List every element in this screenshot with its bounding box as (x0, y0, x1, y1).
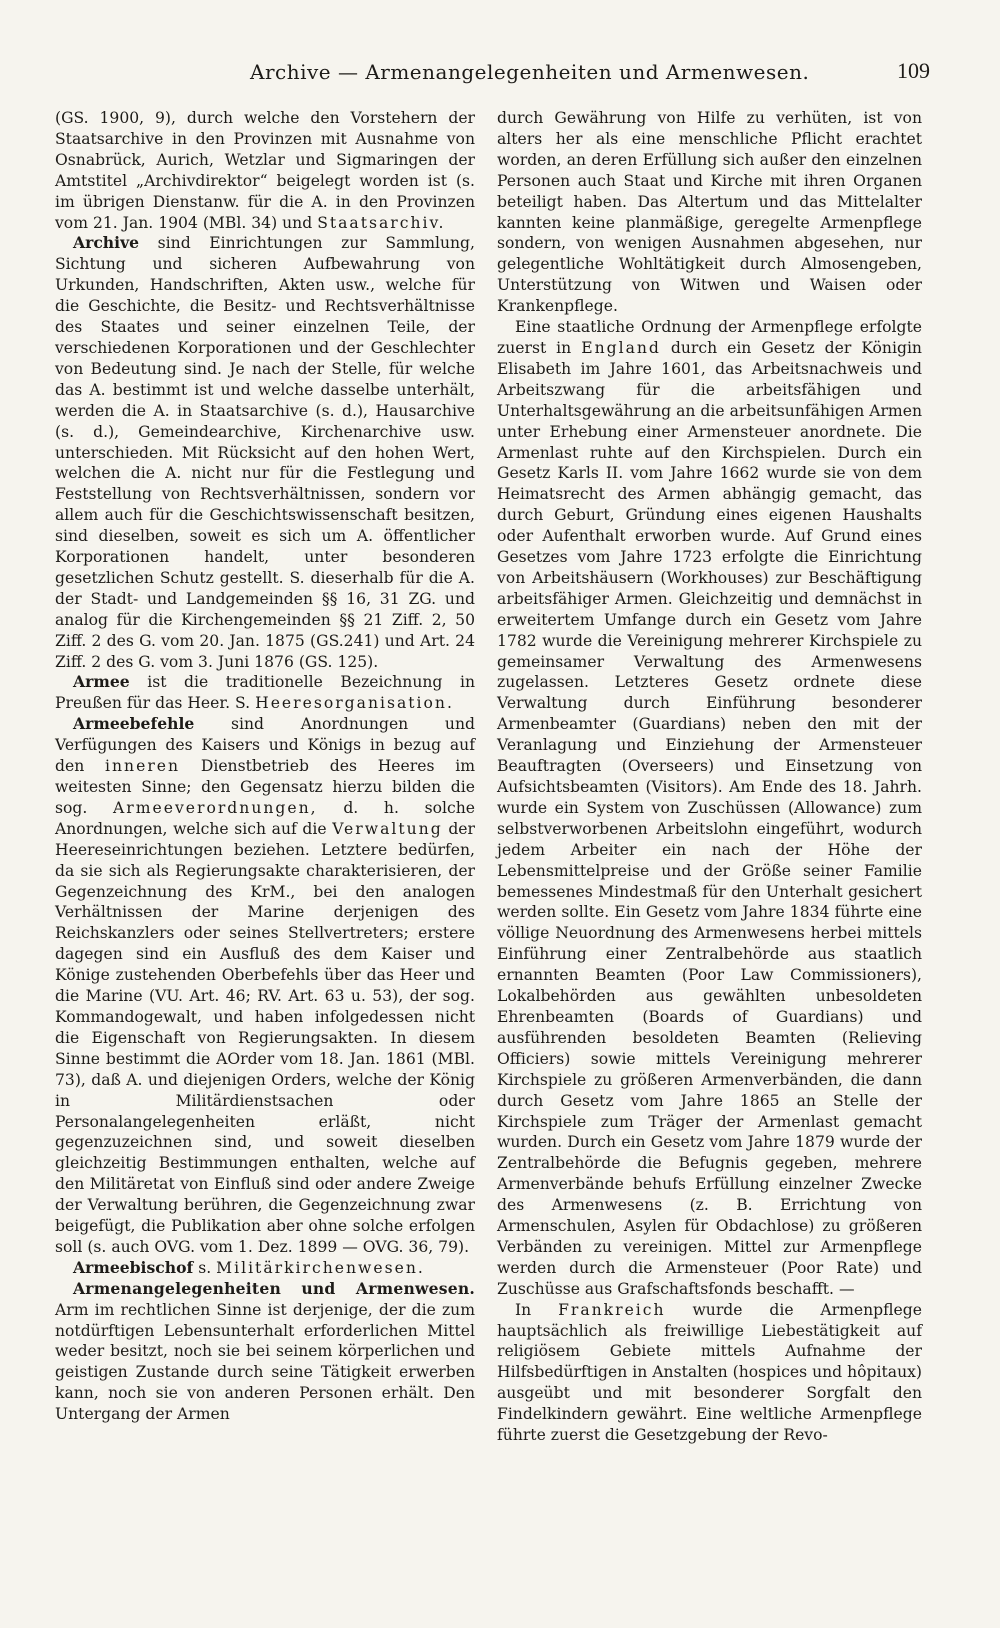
page-header (0, 58, 1000, 98)
cross-reference: Militärkirchenwesen. (216, 1258, 425, 1277)
paragraph-england (497, 317, 922, 1300)
cross-reference: Staatsarchiv. (317, 213, 446, 232)
paragraph-text: (GS. 1900, 9), durch welche den Vorstehern der Staatsarchive in den Provinzen mit Ausnahme von Osnabrück, Aurich, Wetzlar und Sigmaringen der Amtstitel „Archivdirektor“ beigelegt worden ist (s. im übrigen Dienstanw. für die A. in den Provinzen vom 21. Jan. 1904 (MBl. 34) und (55, 109, 475, 232)
emphasized-term: Armeeverordnungen, (113, 798, 318, 817)
entry-keyword: Armeebischof (73, 1257, 194, 1277)
paragraph-text: durch ein Gesetz der Königin Elisabeth im Jahre 1601, das Arbeitsnachweis und Arbeitszwang für die arbeitsfähigen und Unterhaltsgewährung an die arbeitsunfähigen Armen unter Erhebung einer Armensteuer anordnete. Die Armenlast ruhte auf den Kirchspielen. Durch ein Gesetz Karls II. vom Jahre 1662 wurde sie von dem Heimatsrecht des Armen abhängig gemacht, das durch Geburt, Gründung eines eigenen Haushalts oder Aufenthalt erworben wurde. Auf Grund eines Gesetzes vom Jahre 1723 erfolgte die Einrichtung von Arbeitshäusern (Workhouses) zur Beschäftigung arbeitsfähiger Armen. Gleichzeitig und demnächst in erweitertem Umfange durch ein Gesetz vom Jahre 1782 wurde die Vereinigung mehrerer Kirchspiele zu gemeinsamer Verwaltung des Armenwesens zugelassen. Letzteres Gesetz ordnete diese Verwaltung durch Einführung besonderer Armenbeamter (Guardians) neben den mit der Veranlagung und Einziehung der Armensteuer Beauftragten (Overseers) und Einsetzung von Aufsichtsbeamten (Visitors). Am Ende des 18. Jahrh. wurde ein System von Zuschüssen (Allowance) zum selbstverworbenen Arbeitslohn eingeführt, wodurch jedem Arbeiter ein nach der Höhe der Lebensmittelpreise und der Größe seiner Familie bemessenes Mindestmaß für den Unterhalt gesichert werden sollte. Ein Gesetz vom Jahre 1834 führte eine völlige Neuordnung des Armenwesens herbei mittels Einführung einer Zentralbehörde aus staatlich ernannten Beamten (Poor Law Commissioners), Lokalbehörden aus gewählten unbesoldeten Ehrenbeamten (Boards of Guardians) und ausführenden besoldeten Beamten (Relieving Officiers) sowie mittels Vereinigung mehrerer Kirchspiele zu größeren Armenverbänden, die dann durch Gesetz vom Jahre 1865 an Stelle der Kirchspiele zum Träger der Armenlast gemacht wurden. Durch ein Gesetz vom Jahre 1879 wurde der Zentralbehörde die Befugnis gegeben, mehrere Armenverbände behufs Erfüllung einzelner Zwecke des Armenwesens (z. B. Errichtung von Armenschulen, Asylen für Obdachlose) zu größeren Verbänden zu vereinigen. Mittel zur Armenpflege werden durch die Armensteuer (Poor Rate) und Zuschüsse aus Grafschaftsfonds beschafft. — (497, 338, 922, 1298)
entry-armee (55, 672, 475, 714)
paragraph-armenpflege-history (497, 108, 922, 317)
page-number: 109 (897, 58, 930, 83)
entry-archive (55, 233, 475, 672)
emphasized-term: Verwaltung (332, 819, 443, 838)
entry-armenangelegenheiten (55, 1279, 475, 1425)
right-column (497, 108, 922, 1446)
emphasized-term: England (581, 338, 661, 357)
entry-armeebefehle (55, 714, 475, 1258)
paragraph-text: Dienstbetrieb des Heeres im weitesten Sinne; den Gegensatz hierzu bilden die sog. (55, 757, 475, 817)
paragraph-text: ist die traditionelle Bezeichnung in Preußen für das Heer. S. (55, 673, 475, 713)
paragraph-text: Arm im rechtlichen Sinne ist derjenige, der die zum notdürftigen Lebensunterhalt erforderlichen Mittel weder besitzt, noch sie bei seinem körperlichen und geistigen Zustande durch seine Tätigkeit erwerben kann, noch sie von anderen Personen erhält. Den Untergang der Armen (55, 1300, 475, 1424)
paragraph-text: d. h. solche Anordnungen, welche sich auf die (55, 798, 475, 838)
paragraph-frankreich (497, 1300, 922, 1446)
entry-keyword: Armeebefehle (73, 714, 195, 734)
paragraph-text: der Heereseinrichtungen beziehen. Letztere bedürfen, da sie sich als Regierungsakte charakterisieren, der Gegenzeichnung des KrM., bei den analogen Verhältnissen der Marine derjenigen des Reichskanzlers oder seines Stellvertreters; erstere dagegen sind ein Ausfluß des dem Kaiser und Könige zustehenden Oberbefehls über das Heer und die Marine (VU. Art. 46; RV. Art. 63 u. 53), der sog. Kommandogewalt, und haben infolgedessen nicht die Eigenschaft von Regierungsakten. In diesem Sinne bestimmt die AOrder vom 18. Jan. 1861 (MBl. 73), daß A. und diejenigen Orders, welche der König in Militärdienstsachen oder Personalangelegenheiten erläßt, nicht gegenzuzeichnen sind, und soweit dieselben gleichzeitig Bestimmungen enthalten, welche auf den Militäretat von Einfluß sind oder andere Zweige der Verwaltung berühren, die Gegenzeichnung zwar beigefügt, die Publikation aber ohne solche erfolgen soll (s. auch OVG. vom 1. Dez. 1899 — OVG. 36, 79). (55, 819, 475, 1256)
running-head: Archive — Armenangelegenheiten und Armenwesen. (250, 60, 810, 84)
cross-reference: Heeresorganisation. (255, 694, 454, 713)
entry-keyword: Archive (73, 233, 140, 253)
entry-armeebischof (55, 1258, 475, 1279)
entry-keyword: Armee (73, 672, 130, 692)
paragraph-text: sind Einrichtungen zur Sammlung, Sichtung und sicheren Aufbewahrung von Urkunden, Handschriften, Akten usw., welche für die Geschichte, die Besitz- und Rechtsverhältnisse des Staates und seiner einzelnen Teile, der verschiedenen Korporationen und der Geschlechter von Bedeutung sind. Je nach der Stelle, für welche das A. bestimmt ist und welche dasselbe unterhält, werden die A. in Staatsarchive (s. d.), Hausarchive (s. d.), Gemeindearchive, Kirchenarchive usw. unterschieden. Mit Rücksicht auf den hohen Wert, welchen die A. nicht nur für die Festlegung und Feststellung von Rechtsverhältnissen, sondern vor allem auch für die Geschichtswissenschaft besitzen, sind dieselben, soweit es sich um A. öffentlicher Korporationen handelt, unter besonderen gesetzlichen Schutz gestellt. S. dieserhalb für die A. der Stadt- und Landgemeinden §§ 16, 31 ZG. und analog für die Kirchengemeinden §§ 21 Ziff. 2, 50 Ziff. 2 des G. vom 20. Jan. 1875 (GS.241) und Art. 24 Ziff. 2 des G. vom 3. Juni 1876 (GS. 125). (55, 234, 475, 671)
left-column (55, 108, 475, 1425)
paragraph-text: s. (198, 1258, 212, 1277)
paragraph-text: In (515, 1300, 532, 1319)
paragraph-text: wurde die Armenpflege hauptsächlich als freiwillige Liebestätigkeit auf religiösem Gebiete mittels Aufnahme der Hilfsbedürftigen in Anstalten (hospices und hôpitaux) ausgeübt und mit besonderer Sorgfalt den Findelkindern gewährt. Eine weltliche Armenpflege führte zuerst die Gesetzgebung der Revo- (497, 1300, 922, 1445)
paragraph-text: sind Anordnungen und Verfügungen des Kaisers und Königs in bezug auf den (55, 715, 475, 776)
paragraph-text: durch Gewährung von Hilfe zu verhüten, ist von alters her als eine menschliche Pflicht erachtet worden, an deren Erfüllung sich außer den einzelnen Personen auch Staat und Kirche mit ihren Organen beteiligt haben. Das Altertum und das Mittelalter kannten keine planmäßige, geregelte Armenpflege sondern, von wenigen Ausnahmen abgesehen, nur gelegentliche Wohltätigkeit durch Almosengeben, Unterstützung von Witwen und Waisen oder Krankenpflege. (497, 109, 922, 316)
paragraph-text: Eine staatliche Ordnung der Armenpflege erfolgte zuerst in (497, 318, 922, 357)
paragraph-staatsarchive-continued (55, 108, 475, 233)
emphasized-term: inneren (105, 757, 181, 776)
emphasized-term: Frankreich (558, 1300, 666, 1319)
entry-heading: Armenangelegenheiten und Armenwesen. (73, 1278, 475, 1298)
